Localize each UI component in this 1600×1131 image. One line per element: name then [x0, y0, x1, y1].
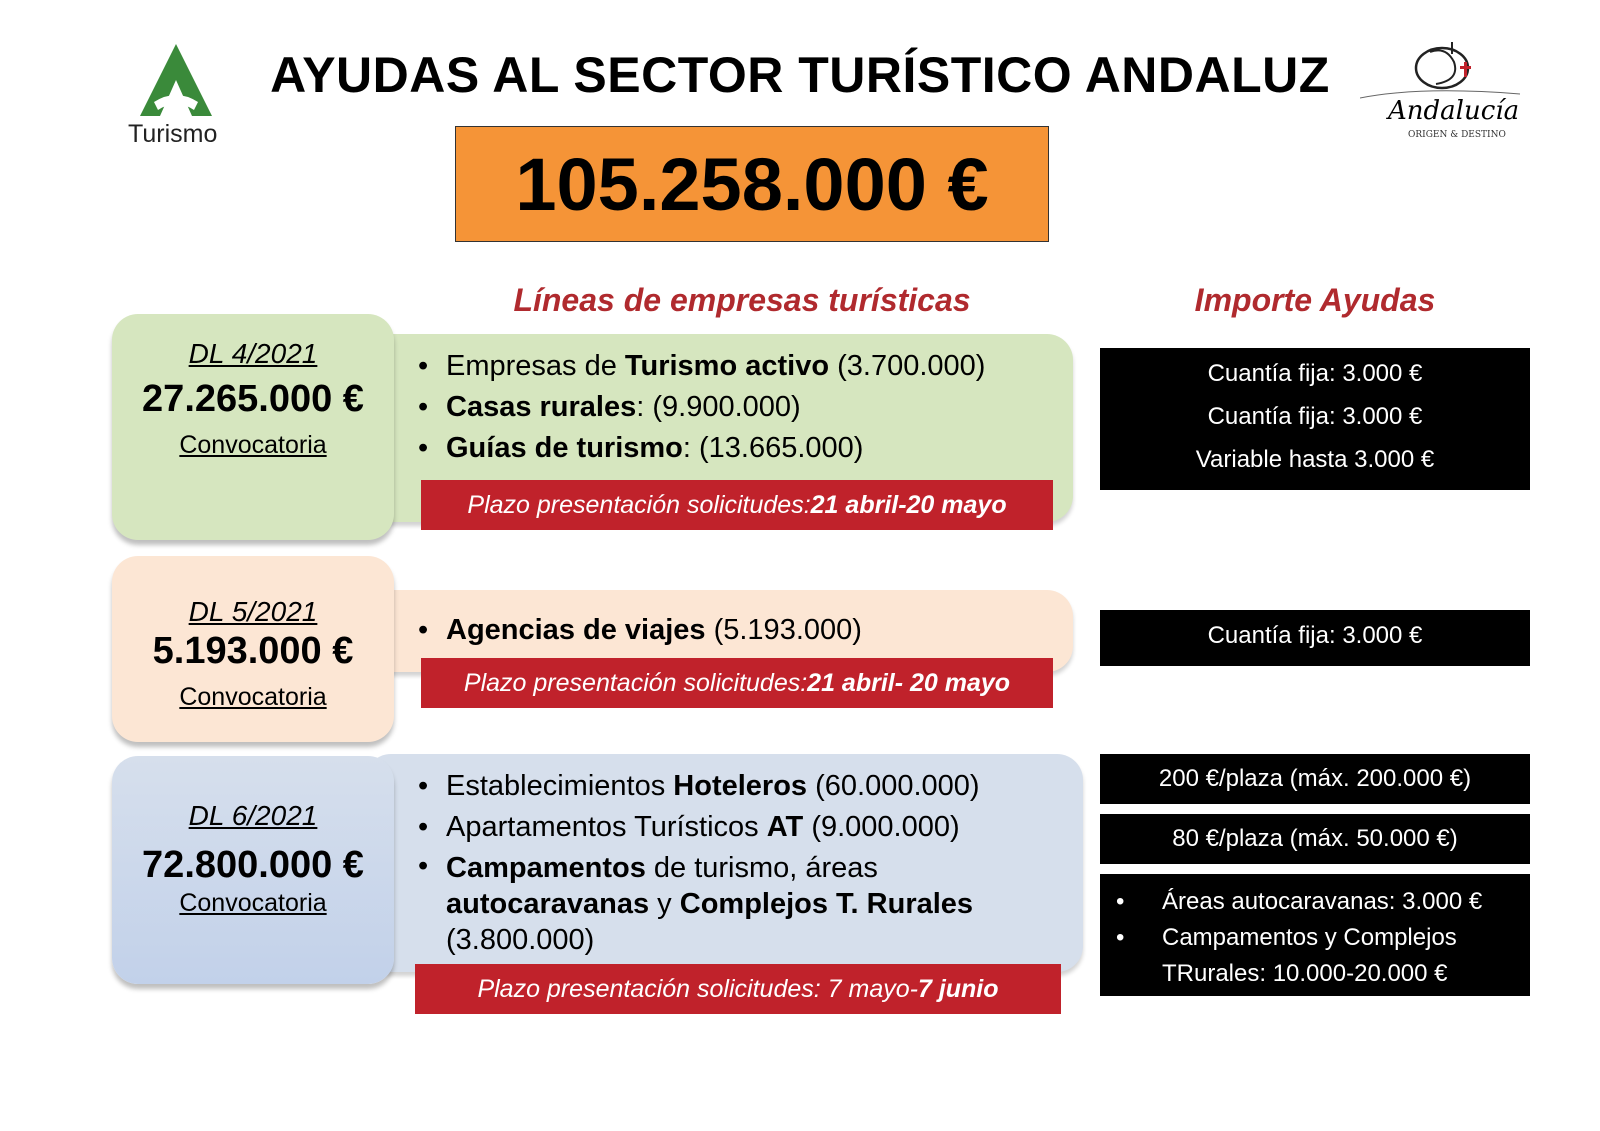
ayuda-item: 80 €/plaza (máx. 50.000 €) — [1172, 825, 1458, 852]
ayuda-item: Cuantía fija: 3.000 € — [1207, 403, 1423, 430]
section-3-ayuda-3 — [1100, 874, 1530, 996]
section-2-decree: DL 5/2021 — [188, 596, 318, 627]
section-2-deadline: Plazo presentación solicitudes: 21 abril- 20 mayo — [421, 658, 1053, 708]
ayuda-item: 200 €/plaza (máx. 200.000 €) — [1158, 765, 1472, 792]
section-3-amount: 72.800.000 € — [142, 844, 364, 886]
section-2-card — [112, 556, 394, 742]
section-3-ayuda-1 — [1100, 754, 1530, 804]
list-item: • Empresas de Turismo activo (3.700.000) — [418, 346, 1058, 387]
column-header-amounts: Importe Ayudas — [1194, 282, 1436, 318]
andalucia-logo — [1360, 36, 1530, 156]
page-title: AYUDAS AL SECTOR TURÍSTICO ANDALUZ — [270, 47, 1330, 103]
section-1-card — [112, 314, 394, 540]
section-3-ayuda-2 — [1100, 814, 1530, 864]
section-2-ayudas — [1100, 610, 1530, 666]
section-3-list — [418, 766, 1068, 958]
section-1-ayudas — [1100, 348, 1530, 490]
total-amount: 105.258.000 € — [455, 126, 1049, 242]
ayuda-bullet-continuation: TRurales: 10.000-20.000 € — [1162, 960, 1448, 987]
list-item: • Agencias de viajes (5.193.000) — [418, 610, 1058, 651]
column-header-lines: Líneas de empresas turísticas — [513, 282, 971, 318]
section-1-convocatoria-link[interactable]: Convocatoria — [179, 431, 327, 459]
list-item: • Campamentos de turismo, áreas autocaravanas y Complejos T. Rurales (3.800.000) — [418, 848, 1068, 958]
logo-right-sub: ORIGEN & DESTINO — [1408, 130, 1506, 140]
section-3-decree: DL 6/2021 — [188, 800, 318, 831]
list-item: • Casas rurales: (9.900.000) — [418, 387, 1058, 428]
list-item: • Apartamentos Turísticos AT (9.000.000) — [418, 807, 1068, 848]
ayuda-bullet: • Áreas autocaravanas: 3.000 € — [1116, 888, 1483, 915]
list-item: • Guías de turismo: (13.665.000) — [418, 428, 1058, 469]
section-3-deadline: Plazo presentación solicitudes: 7 mayo- 7 junio — [415, 964, 1061, 1014]
section-1-decree: DL 4/2021 — [188, 338, 318, 369]
section-2-convocatoria-link[interactable]: Convocatoria — [179, 683, 327, 711]
section-2-amount: 5.193.000 € — [152, 630, 354, 672]
ayuda-item: Cuantía fija: 3.000 € — [1207, 360, 1423, 387]
logo-right-text: Andalucía — [1388, 96, 1520, 126]
section-1-amount: 27.265.000 € — [142, 378, 364, 420]
logo-label: Turismo — [128, 120, 218, 148]
list-item: • Establecimientos Hoteleros (60.000.000) — [418, 766, 1068, 807]
turismo-logo — [118, 40, 238, 160]
section-1-deadline: Plazo presentación solicitudes: 21 abril-20 mayo — [421, 480, 1053, 530]
section-2-list — [418, 610, 1058, 651]
section-3-convocatoria-link[interactable]: Convocatoria — [179, 889, 327, 917]
section-1-list — [418, 346, 1058, 469]
junta-logo-icon — [136, 40, 216, 120]
ayuda-bullet: • Campamentos y Complejos — [1116, 924, 1457, 951]
ayuda-item: Variable hasta 3.000 € — [1195, 446, 1435, 473]
section-3-card — [112, 756, 394, 984]
ayuda-item: Cuantía fija: 3.000 € — [1207, 622, 1423, 649]
